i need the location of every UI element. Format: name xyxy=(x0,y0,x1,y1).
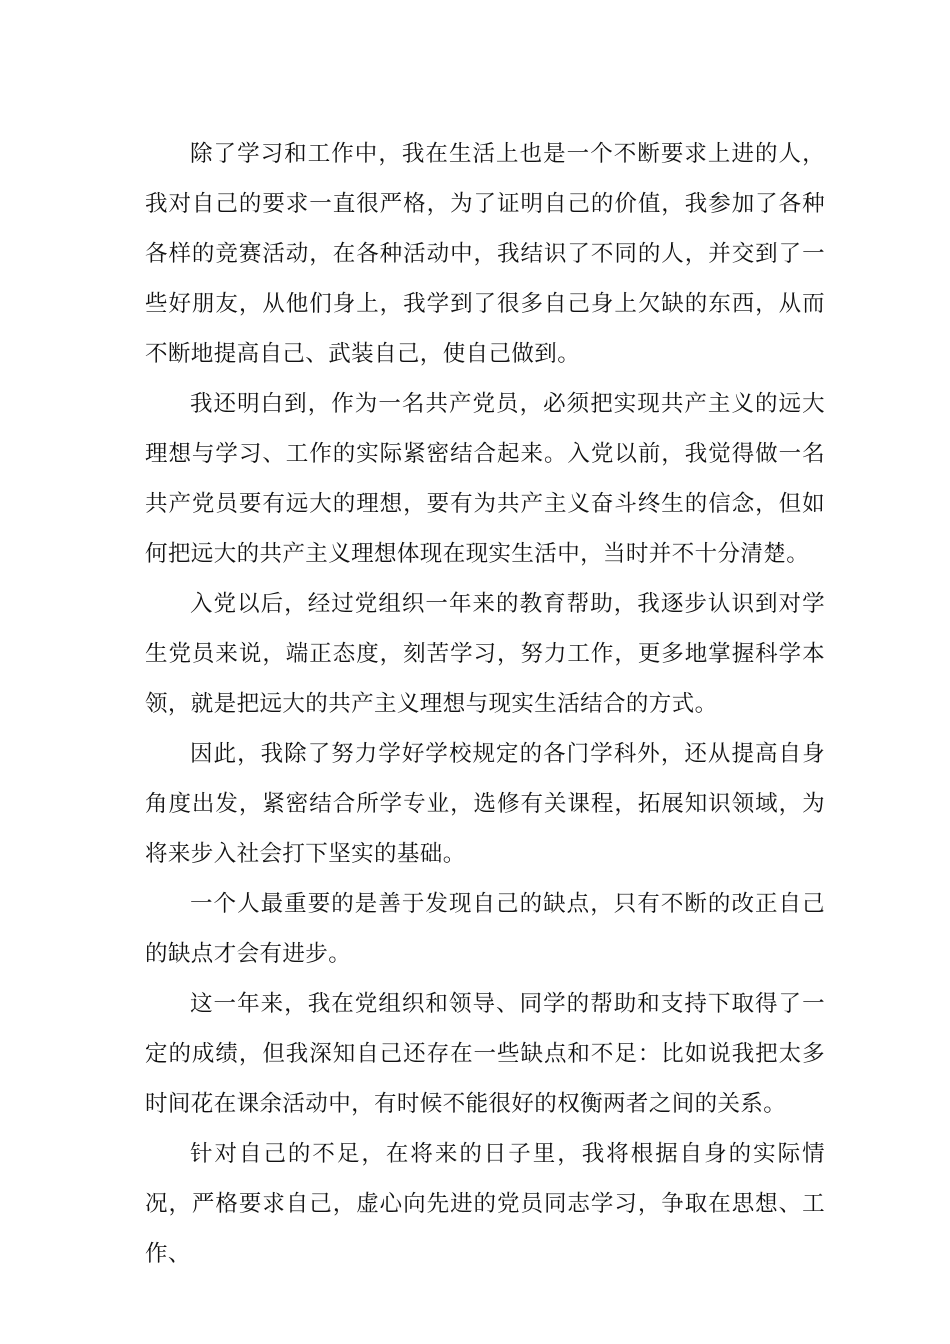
paragraph: 一个人最重要的是善于发现自己的缺点，只有不断的改正自己的缺点才会有进步。 xyxy=(145,891,825,967)
paragraph: 我还明白到，作为一名共产党员，必须把实现共产主义的远大理想与学习、工作的实际紧密结合起来。入党以前，我觉得做一名共产党员要有远大的理想，要有为共产主义奋斗终生的信念，但如何把远大的共产主义理想体现在现实生活中，当时并不十分清楚。 xyxy=(145,391,825,567)
paragraph: 针对自己的不足，在将来的日子里，我将根据自身的实际情况，严格要求自己，虚心向先进的党员同志学习，争取在思想、工作、 xyxy=(145,1141,825,1267)
paragraph: 因此，我除了努力学好学校规定的各门学科外，还从提高自身角度出发，紧密结合所学专业，选修有关课程，拓展知识领域，为将来步入社会打下坚实的基础。 xyxy=(145,741,825,867)
paragraph: 除了学习和工作中，我在生活上也是一个不断要求上进的人，我对自己的要求一直很严格，为了证明自己的价值，我参加了各种各样的竞赛活动，在各种活动中，我结识了不同的人，并交到了一些好朋友，从他们身上，我学到了很多自己身上欠缺的东西，从而不断地提高自己、武装自己，使自己做到。 xyxy=(145,141,825,367)
paragraph: 这一年来，我在党组织和领导、同学的帮助和支持下取得了一定的成绩，但我深知自己还存在一些缺点和不足：比如说我把太多时间花在课余活动中，有时候不能很好的权衡两者之间的关系。 xyxy=(145,991,825,1117)
document-body xyxy=(145,129,825,1279)
paragraph: 入党以后，经过党组织一年来的教育帮助，我逐步认识到对学生党员来说，端正态度，刻苦学习，努力工作，更多地掌握科学本领，就是把远大的共产主义理想与现实生活结合的方式。 xyxy=(145,591,825,717)
